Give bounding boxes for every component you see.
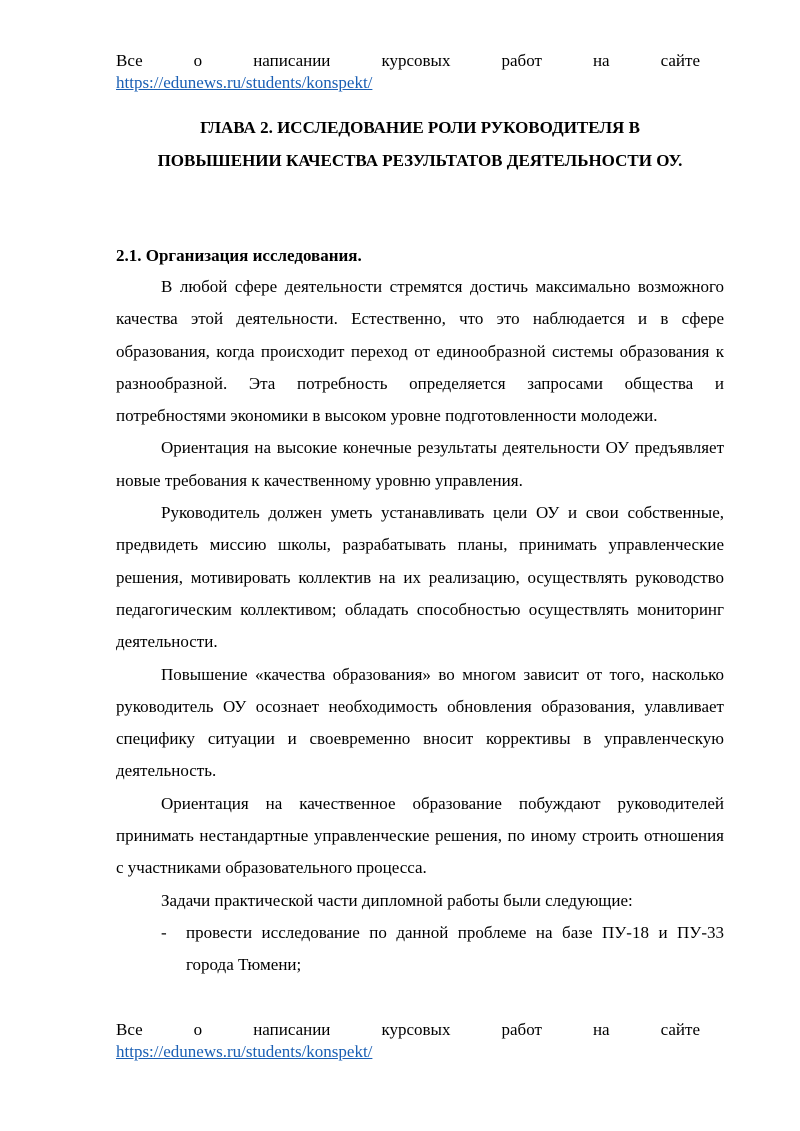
header-word: работ	[501, 51, 542, 70]
header-link[interactable]: https://edunews.ru/students/konspekt/	[116, 73, 373, 92]
footer-word: курсовых	[381, 1020, 451, 1039]
list-item	[116, 917, 724, 982]
header-word: на	[592, 51, 610, 70]
paragraph: Задачи практической части дипломной работы были следующие:	[161, 890, 633, 910]
section-title: 2.1. Организация исследования.	[116, 246, 362, 265]
page-header	[116, 50, 700, 94]
list-item-text: провести исследование по данной проблеме на базе ПУ-18 и ПУ-33 города Тюмени;	[186, 922, 724, 975]
chapter-title	[116, 111, 724, 177]
header-word: курсовых	[381, 51, 451, 70]
footer-link[interactable]: https://edunews.ru/students/konspekt/	[116, 1042, 373, 1061]
chapter-title-line: ПОВЫШЕНИИ КАЧЕСТВА РЕЗУЛЬТАТОВ ДЕЯТЕЛЬНОСТИ ОУ.	[157, 151, 683, 170]
header-text	[116, 50, 700, 72]
chapter-title-line: ГЛАВА 2. ИССЛЕДОВАНИЕ РОЛИ РУКОВОДИТЕЛЯ В	[200, 118, 640, 137]
header-word: о	[193, 51, 203, 70]
page-footer	[116, 1019, 700, 1063]
footer-word: сайте	[660, 1020, 700, 1039]
footer-word: о	[193, 1020, 203, 1039]
footer-word: написании	[253, 1020, 331, 1039]
header-word: написании	[253, 51, 331, 70]
header-word: Все	[116, 51, 143, 70]
header-word: сайте	[660, 51, 700, 70]
footer-word: работ	[501, 1020, 542, 1039]
document-body	[116, 271, 724, 982]
paragraph: Руководитель должен уметь устанавливать цели ОУ и свои собственные, предвидеть миссию школы, разрабатывать планы, принимать управленческие решения, мотивировать коллектив на их реализацию, осуществлять руководство педагогическим коллективом; обладать способностью осуществлять мониторинг деятельности.	[116, 503, 724, 652]
footer-word: Все	[116, 1020, 143, 1039]
paragraph: Ориентация на качественное образование побуждают руководителей принимать нестандартные управленческие решения, по иному строить отношения с участниками образовательного процесса.	[116, 793, 724, 878]
paragraph: Повышение «качества образования» во многом зависит от того, насколько руководитель ОУ осознает необходимость обновления образования, улавливает специфику ситуации и своевременно вносит коррективы в управленческую деятельность.	[116, 664, 724, 781]
list-marker: -	[161, 922, 167, 942]
footer-word: на	[592, 1020, 610, 1039]
paragraph: В любой сфере деятельности стремятся достичь максимально возможного качества этой деятельности. Естественно, что это наблюдается и в сфере образования, когда происходит переход от единообразной системы образования к разнообразной. Эта потребность определяется запросами общества и потребностями экономики в высоком уровне подготовленности молодежи.	[116, 277, 724, 426]
task-list	[116, 917, 724, 982]
footer-text	[116, 1019, 700, 1041]
paragraph: Ориентация на высокие конечные результаты деятельности ОУ предъявляет новые требования к качественному уровню управления.	[116, 438, 724, 490]
